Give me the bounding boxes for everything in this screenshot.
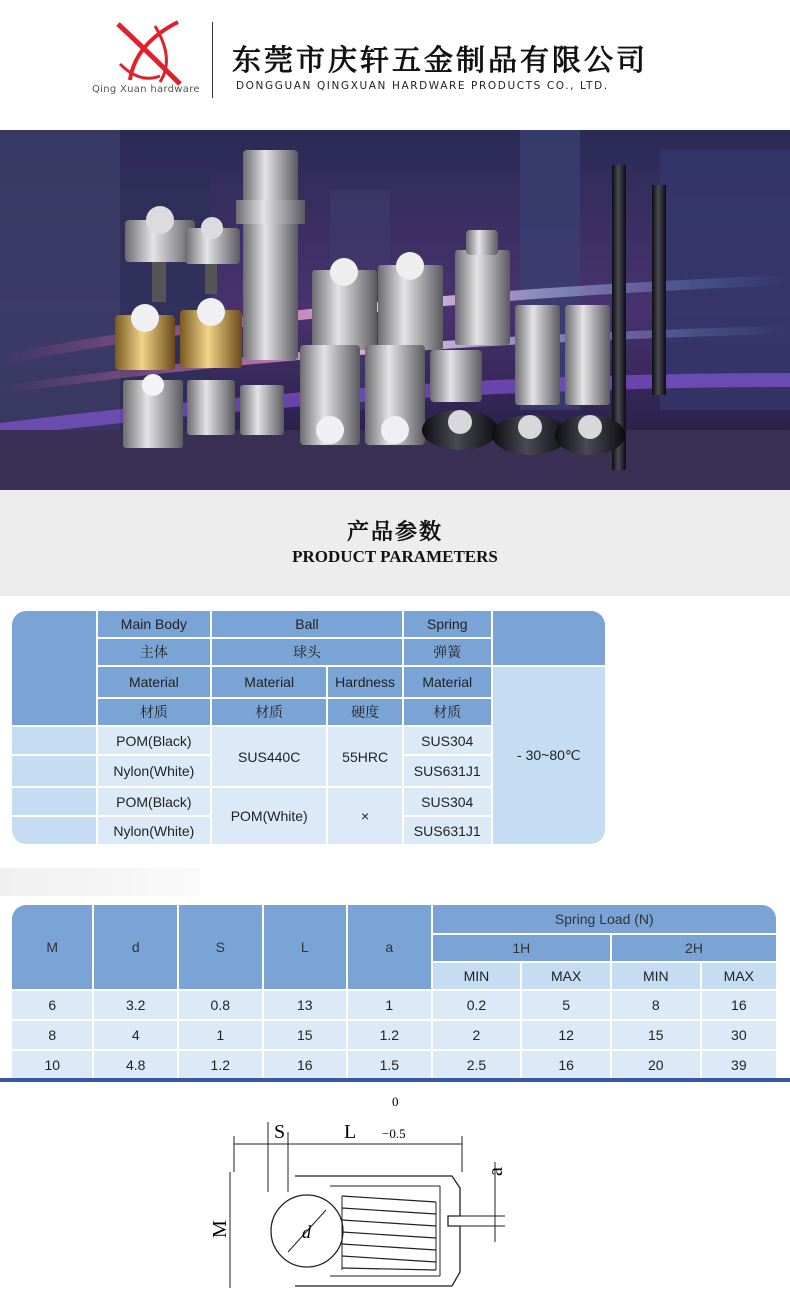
section-divider — [0, 1078, 790, 1082]
decorative-strip — [0, 868, 200, 896]
spring-material-cell: SUS631J1 — [404, 756, 491, 786]
header-ball-material-en: Material — [212, 667, 326, 697]
label-M: M — [209, 1220, 231, 1238]
header-main-body-en: Main Body — [98, 611, 210, 637]
cell: 13 — [264, 991, 347, 1019]
cell: 12 — [522, 1021, 610, 1049]
row-label — [12, 788, 96, 815]
ball-hardness-cell: 55HRC — [328, 727, 402, 786]
spring-material-cell: SUS631J1 — [404, 817, 491, 844]
label-S: S — [274, 1121, 286, 1143]
cell: 0.8 — [179, 991, 262, 1019]
cell: 6 — [12, 991, 92, 1019]
section-title-en: PRODUCT PARAMETERS — [292, 547, 498, 566]
cell: 10 — [12, 1051, 92, 1079]
header-hardness-cn: 硬度 — [328, 699, 402, 725]
row-label — [12, 756, 96, 786]
cell: 4 — [94, 1021, 177, 1049]
header-1H-min: MIN — [433, 963, 521, 989]
cell: 16 — [264, 1051, 347, 1079]
cell: 0.2 — [433, 991, 521, 1019]
product-banner — [0, 130, 790, 490]
table-row — [12, 991, 776, 1019]
cell: 2.5 — [433, 1051, 521, 1079]
company-name-en: DONGGUAN QINGXUAN HARDWARE PRODUCTS CO., LTD. — [236, 80, 609, 92]
label-d: d — [302, 1222, 311, 1242]
body-material-cell: POM(Black) — [98, 788, 210, 815]
product-banner-image — [0, 130, 790, 490]
cell: 16 — [702, 991, 776, 1019]
technical-drawing — [200, 1092, 560, 1302]
header-2H-min: MIN — [612, 963, 700, 989]
header-divider — [212, 22, 213, 98]
cell: 16 — [522, 1051, 610, 1079]
ball-material-cell: POM(White) — [212, 788, 326, 844]
ball-hardness-cell: × — [328, 788, 402, 844]
row-label — [12, 727, 96, 754]
spring-material-cell: SUS304 — [404, 788, 491, 815]
header-a: a — [348, 905, 431, 989]
header-spring-en: Spring — [404, 611, 491, 637]
header-1H: 1H — [433, 935, 610, 961]
body-material-cell: POM(Black) — [98, 727, 210, 754]
header-spring-material-cn: 材质 — [404, 699, 491, 725]
cell: 30 — [702, 1021, 776, 1049]
header-ball-cn: 球头 — [212, 639, 402, 665]
cell: 8 — [12, 1021, 92, 1049]
page-header — [0, 0, 790, 122]
tolerance-upper: 0 — [392, 1094, 399, 1109]
cell: 1.2 — [179, 1051, 262, 1079]
header-body-material-en: Material — [98, 667, 210, 697]
logo-caption: Qing Xuan hardware — [92, 84, 200, 95]
header-main-body-cn: 主体 — [98, 639, 210, 665]
ball-material-cell: SUS440C — [212, 727, 326, 786]
cell: 1 — [348, 991, 431, 1019]
cell: 8 — [612, 991, 700, 1019]
table-row — [12, 1051, 776, 1079]
header-S: S — [179, 905, 262, 989]
header-M: M — [12, 905, 92, 989]
cell: 5 — [522, 991, 610, 1019]
body-material-cell: Nylon(White) — [98, 817, 210, 844]
dimension-table — [10, 903, 778, 1081]
row-label — [12, 817, 96, 844]
header-L: L — [264, 905, 347, 989]
material-table-corner — [12, 611, 96, 725]
body-material-cell: Nylon(White) — [98, 756, 210, 786]
cell: 39 — [702, 1051, 776, 1079]
cell: 15 — [612, 1021, 700, 1049]
header-hardness-en: Hardness — [328, 667, 402, 697]
material-table — [10, 609, 607, 846]
material-table-temp-header — [493, 611, 605, 665]
header-spring-load: Spring Load (N) — [433, 905, 776, 933]
cell: 1.5 — [348, 1051, 431, 1079]
cell: 3.2 — [94, 991, 177, 1019]
section-title-cn: 产品参数 — [346, 520, 443, 545]
spring-material-cell: SUS304 — [404, 727, 491, 754]
header-spring-cn: 弹簧 — [404, 639, 491, 665]
temperature-cell: - 30~80℃ — [493, 667, 605, 844]
header-2H: 2H — [612, 935, 776, 961]
header-ball-material-cn: 材质 — [212, 699, 326, 725]
cell: 2 — [433, 1021, 521, 1049]
cell: 20 — [612, 1051, 700, 1079]
header-body-material-cn: 材质 — [98, 699, 210, 725]
table-row — [12, 1021, 776, 1049]
tolerance-lower: −0.5 — [382, 1126, 406, 1141]
label-L: L — [344, 1121, 357, 1143]
cell: 4.8 — [94, 1051, 177, 1079]
header-ball-en: Ball — [212, 611, 402, 637]
cell: 15 — [264, 1021, 347, 1049]
cell: 1 — [179, 1021, 262, 1049]
company-name-cn: 东莞市庆轩五金制品有限公司 — [232, 43, 649, 77]
header-spring-material-en: Material — [404, 667, 491, 697]
header-d: d — [94, 905, 177, 989]
cell: 1.2 — [348, 1021, 431, 1049]
label-a: a — [485, 1167, 507, 1176]
header-1H-max: MAX — [522, 963, 610, 989]
header-2H-max: MAX — [702, 963, 776, 989]
